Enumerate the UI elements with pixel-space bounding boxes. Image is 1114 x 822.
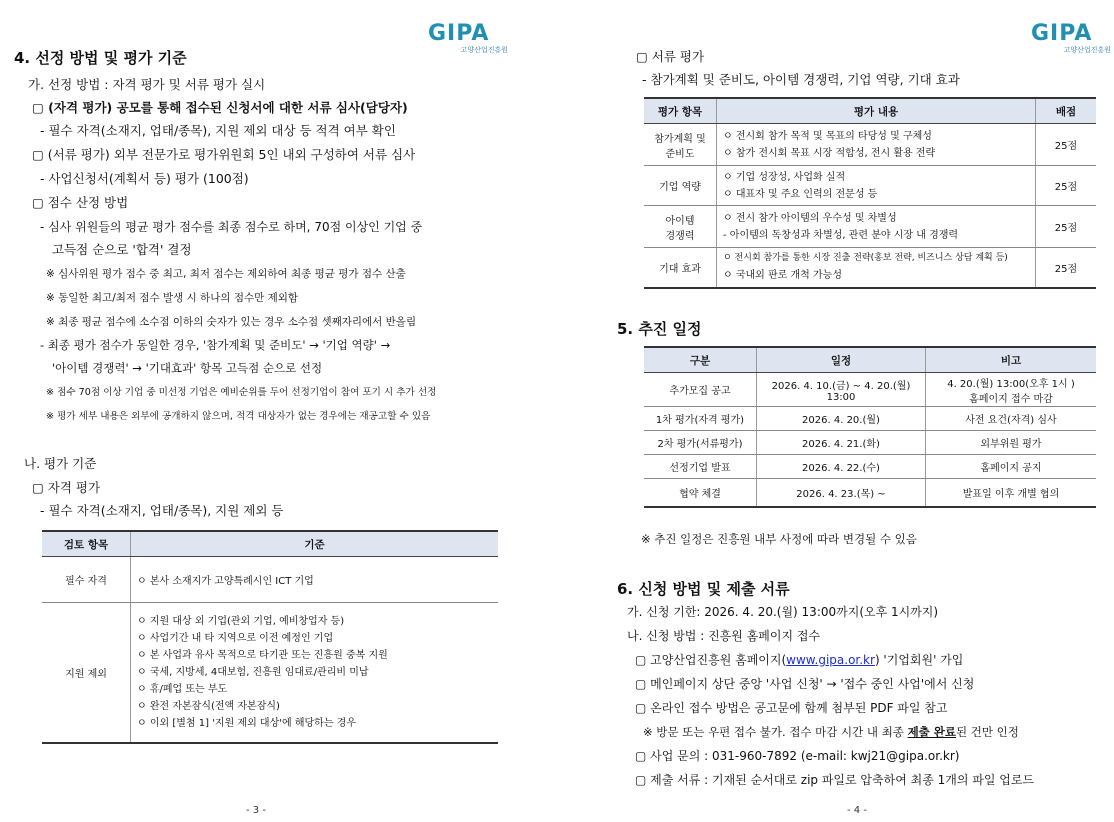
table-cell <box>717 166 1036 206</box>
note: ※ 심사위원 평가 점수 중 최고, 최저 점수는 제외하여 최종 평균 평가 점수 산출 <box>46 268 406 280</box>
eligibility-table <box>42 530 498 744</box>
list-item: ㅇ 국세, 지방세, 4대보험, 진흥원 임대료/관리비 미납 <box>137 666 369 678</box>
evaluation-table <box>644 97 1096 289</box>
logo-subtitle: 고양산업진흥원 <box>1063 46 1111 54</box>
line: ▢ (서류 평가) 외부 전문가로 평가위원회 5인 내외 구성하여 서류 심사 <box>32 147 416 162</box>
table-cell <box>131 603 499 743</box>
line: ▢ 자격 평가 <box>32 480 101 495</box>
table-row <box>42 557 498 603</box>
note-line: 홈페이지 접수 마감 <box>969 393 1053 405</box>
table-cell <box>717 206 1036 248</box>
table-cell: 2026. 4. 20.(월) <box>757 407 926 431</box>
table-cell <box>717 248 1036 288</box>
list-item: ㅇ 전시회 참가를 통한 시장 진출 전략(홍보 전략, 비즈니스 상담 계획 등) <box>723 253 1008 264</box>
table-cell: 협약 체결 <box>644 479 757 507</box>
table-cell: 2026. 4. 21.(화) <box>757 431 926 455</box>
table-cell: 25점 <box>1036 166 1097 206</box>
gipa-logo <box>428 21 508 54</box>
table-row <box>644 124 1096 166</box>
table-cell: 25점 <box>1036 206 1097 248</box>
table-cell: 홈페이지 공지 <box>926 455 1097 479</box>
line <box>635 652 963 668</box>
line: 가. 신청 기한: 2026. 4. 20.(월) 13:00까지(오후 1시까지) <box>627 605 939 619</box>
line: - 최종 평가 점수가 동일한 경우, '참가계획 및 준비도' → '기업 역량' → <box>40 338 391 352</box>
line: - 사업신청서(계획서 등) 평가 (100점) <box>40 171 249 186</box>
list-item: ㅇ 기업 성장성, 사업화 실적 <box>723 171 846 183</box>
table-header: 배점 <box>1036 98 1097 124</box>
schedule-table <box>644 346 1096 508</box>
table-cell <box>717 124 1036 166</box>
section-5-heading: 5. 추진 일정 <box>617 320 702 338</box>
table-row <box>42 603 498 743</box>
logo-mark: GIPA <box>428 21 490 46</box>
table-header: 평가 내용 <box>717 98 1036 124</box>
line: ▢ (자격 평가) 공모를 통해 접수된 신청서에 대한 서류 심사(담당자) <box>32 100 408 115</box>
table-row <box>644 455 1096 479</box>
table-row <box>644 206 1096 248</box>
line: '아이템 경쟁력' → '기대효과' 항목 고득점 순으로 선정 <box>52 361 323 375</box>
table-cell: 선정기업 발표 <box>644 455 757 479</box>
line: 나. 신청 방법 : 진흥원 홈페이지 접수 <box>627 629 821 643</box>
table-header: 구분 <box>644 347 757 373</box>
gipa-logo <box>1031 21 1111 54</box>
line: ▢ 서류 평가 <box>636 49 705 64</box>
table-row <box>644 407 1096 431</box>
text: ) '기업회원' 가입 <box>874 653 964 667</box>
table-cell: 25점 <box>1036 248 1097 288</box>
table-header: 평가 항목 <box>644 98 717 124</box>
table-cell: 2026. 4. 23.(목) ~ <box>757 479 926 507</box>
emphasis: 제출 완료 <box>907 725 957 739</box>
table-cell <box>926 373 1097 407</box>
text: ▢ 고양산업진흥원 홈페이지( <box>635 653 787 667</box>
table-header: 비고 <box>926 347 1097 373</box>
table-cell: 25점 <box>1036 124 1097 166</box>
table-cell <box>644 124 717 166</box>
list-item: ㅇ 완전 자본잠식(전액 자본잠식) <box>137 700 280 712</box>
table-cell: 2026. 4. 10.(금) ~ 4. 20.(월) 13:00 <box>757 373 926 407</box>
table-header: 일정 <box>757 347 926 373</box>
list-item: ㅇ 대표자 및 주요 인력의 전문성 등 <box>723 188 878 200</box>
list-item: ㅇ 참가 전시회 목표 시장 적합성, 전시 활용 전략 <box>723 147 936 159</box>
table-row <box>644 166 1096 206</box>
line: - 필수 자격(소재지, 업태/종목), 지원 제외 대상 등 적격 여부 확인 <box>40 123 396 138</box>
text: ※ 방문 또는 우편 접수 불가. 접수 마감 시간 내 최종 <box>643 725 908 739</box>
list-item: ㅇ 전시회 참가 목적 및 목표의 타당성 및 구체성 <box>723 130 932 142</box>
row-label: 아이템 <box>665 215 695 227</box>
table-row <box>644 479 1096 507</box>
line: ▢ 메인페이지 상단 중앙 '사업 신청' → '접수 중인 사업'에서 신청 <box>635 677 975 691</box>
section-6-heading: 6. 신청 방법 및 제출 서류 <box>617 580 790 598</box>
line <box>643 724 1019 740</box>
list-item: - 아이템의 독창성과 차별성, 관련 분야 시장 내 경쟁력 <box>723 229 959 241</box>
list-item: ㅇ 지원 대상 외 기업(관외 기업, 예비창업자 등) <box>137 615 345 627</box>
note: ※ 최종 평균 점수에 소수점 이하의 숫자가 있는 경우 소수점 셋째자리에서 반올림 <box>46 316 417 328</box>
list-item: ㅇ 국내외 판로 개척 가능성 <box>723 270 842 282</box>
table-cell <box>644 248 717 288</box>
page-number: - 4 - <box>847 805 867 816</box>
list-item: ㅇ 사업기간 내 타 지역으로 이전 예정인 기업 <box>137 632 334 644</box>
table-cell: 발표일 이후 개별 협의 <box>926 479 1097 507</box>
note-line: 4. 20.(월) 13:00(오후 1시 ) <box>947 378 1075 390</box>
note: ※ 동일한 최고/최저 점수 발생 시 하나의 점수만 제외함 <box>46 292 299 304</box>
table-cell: 2차 평가(서류평가) <box>644 431 757 455</box>
table-cell <box>644 206 717 248</box>
row-label: 참가계획 및 <box>654 133 706 145</box>
table-cell: 추가모집 공고 <box>644 373 757 407</box>
table-cell: 사전 요건(자격) 심사 <box>926 407 1097 431</box>
section-4-heading: 4. 선정 방법 및 평가 기준 <box>14 49 187 67</box>
line: 고득점 순으로 '합격' 결정 <box>52 242 192 257</box>
page-number: - 3 - <box>246 805 266 816</box>
row-label: 준비도 <box>665 148 695 160</box>
table-cell <box>644 166 717 206</box>
line: - 심사 위원들의 평균 평가 점수를 최종 점수로 하며, 70점 이상인 기업 중 <box>40 220 423 234</box>
list-item: ㅇ 본 사업과 유사 목적으로 타기관 또는 진흥원 중복 지원 <box>137 649 388 661</box>
line: 가. 선정 방법 : 자격 평가 및 서류 평가 실시 <box>28 77 266 92</box>
line: ▢ 제출 서류 : 기재된 순서대로 zip 파일로 압축하여 최종 1개의 파일 업로드 <box>635 773 1035 787</box>
line: ▢ 온라인 접수 방법은 공고문에 함께 첨부된 PDF 파일 참고 <box>635 701 948 715</box>
row-label: 기대 효과 <box>659 263 701 275</box>
list-item: ㅇ 휴/폐업 또는 부도 <box>137 683 228 695</box>
list-item: ㅇ 전시 참가 아이템의 우수성 및 차별성 <box>723 212 897 224</box>
table-cell: 지원 제외 <box>42 603 131 743</box>
homepage-link[interactable]: www.gipa.or.kr <box>786 653 875 667</box>
table-row <box>644 248 1096 288</box>
row-label: 경쟁력 <box>665 230 695 242</box>
text: 된 건만 인정 <box>956 725 1019 739</box>
table-cell: 외부위원 평가 <box>926 431 1097 455</box>
table-cell: ㅇ 본사 소재지가 고양특례시인 ICT 기업 <box>131 557 499 603</box>
line: - 필수 자격(소재지, 업태/종목), 지원 제외 등 <box>40 503 284 518</box>
table-cell: 필수 자격 <box>42 557 131 603</box>
logo-mark: GIPA <box>1031 21 1093 46</box>
line: 나. 평가 기준 <box>24 456 97 471</box>
table-cell: 2026. 4. 22.(수) <box>757 455 926 479</box>
schedule-note: ※ 추진 일정은 진흥원 내부 사정에 따라 변경될 수 있음 <box>641 532 917 546</box>
table-row <box>644 431 1096 455</box>
table-cell: 1차 평가(자격 평가) <box>644 407 757 431</box>
table-header: 기준 <box>131 531 499 557</box>
line: ▢ 점수 산정 방법 <box>32 195 129 210</box>
table-row <box>644 373 1096 407</box>
table-header: 검토 항목 <box>42 531 131 557</box>
note: ※ 점수 70점 이상 기업 중 미선정 기업은 예비순위를 두어 선정기업이 참여 포기 시 추가 선정 <box>46 387 437 398</box>
list-item: ㅇ 이외 [별첨 1] '지원 제외 대상'에 해당하는 경우 <box>137 717 356 729</box>
page-4 <box>557 0 1114 822</box>
row-label: 기업 역량 <box>659 182 701 193</box>
logo-subtitle: 고양산업진흥원 <box>460 46 508 54</box>
line: ▢ 사업 문의 : 031-960-7892 (e-mail: kwj21@gipa.or.kr) <box>635 749 960 763</box>
note: ※ 평가 세부 내용은 외부에 공개하지 않으며, 적격 대상자가 없는 경우에는 재공고할 수 있음 <box>46 411 431 422</box>
line: - 참가계획 및 준비도, 아이템 경쟁력, 기업 역량, 기대 효과 <box>642 72 960 87</box>
